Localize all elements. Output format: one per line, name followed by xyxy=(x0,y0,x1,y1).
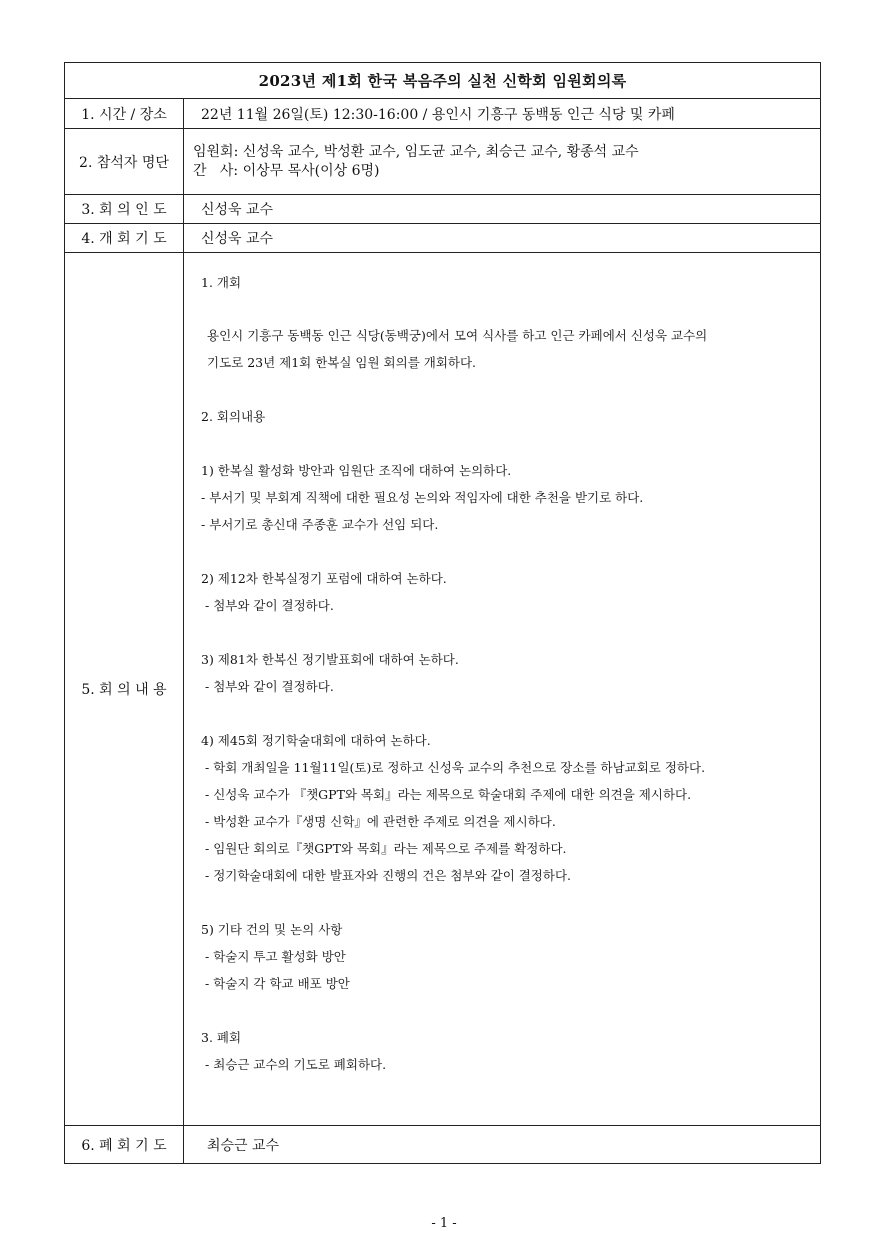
content-line: 3. 폐회 xyxy=(201,1030,242,1045)
value-attendees xyxy=(185,129,820,194)
minutes-table xyxy=(64,62,821,1164)
label-closing-prayer: 6. 폐 회 기 도 xyxy=(65,1126,184,1163)
value-guide: 신성욱 교수 xyxy=(201,202,274,218)
document-title: 2023년 제1회 한국 복음주의 실천 신학회 임원회의록 xyxy=(65,63,820,99)
content-line: 1. 개회 xyxy=(201,275,242,290)
content-line: - 첨부와 같이 결정하다. xyxy=(205,598,334,613)
attendees-officers: 임원회: 신성욱 교수, 박성환 교수, 임도균 교수, 최승근 교수, 황종석 교수 xyxy=(193,143,639,160)
label-attendees: 2. 참석자 명단 xyxy=(65,129,184,194)
content-line: - 신성욱 교수가 『챗GPT와 목회』라는 제목으로 학술대회 주제에 대한 의견을 제시하다. xyxy=(205,787,692,802)
value-closing-prayer: 최승근 교수 xyxy=(207,1137,280,1154)
content-line: - 부서기로 총신대 주종훈 교수가 선임 되다. xyxy=(201,517,439,532)
content-line: 용인시 기흥구 동백동 인근 식당(동백궁)에서 모여 식사를 하고 인근 카페에서 신성욱 교수의 xyxy=(207,328,708,343)
content-line: - 학술지 투고 활성화 방안 xyxy=(205,949,346,964)
value-opening-prayer: 신성욱 교수 xyxy=(201,231,274,247)
label-guide: 3. 회 의 인 도 xyxy=(65,195,184,223)
value-time-place: 22년 11월 26일(토) 12:30-16:00 / 용인시 기흥구 동백동 인근 식당 및 카페 xyxy=(201,106,675,123)
content-line: 4) 제45회 정기학술대회에 대하여 논하다. xyxy=(201,733,431,748)
row-attendees xyxy=(65,129,820,195)
attendees-secretary: 간 사: 이상무 목사(이상 6명) xyxy=(193,162,380,179)
content-line: - 부서기 및 부회계 직책에 대한 필요성 논의와 적임자에 대한 추천을 받기로 하다. xyxy=(201,490,644,505)
content-line: - 첨부와 같이 결정하다. xyxy=(205,679,334,694)
content-line: - 박성환 교수가『생명 신학』에 관련한 주제로 의견을 제시하다. xyxy=(205,814,556,829)
content-line: 2) 제12차 한복실정기 포럼에 대하여 논하다. xyxy=(201,571,447,586)
content-line: 기도로 23년 제1회 한복실 임원 회의를 개회하다. xyxy=(207,355,477,370)
row-time-place xyxy=(65,99,820,129)
content-line: 5) 기타 건의 및 논의 사항 xyxy=(201,922,343,937)
content-line: 1) 한복실 활성화 방안과 임원단 조직에 대하여 논의하다. xyxy=(201,463,512,478)
content-line: 3) 제81차 한복신 정기발표회에 대하여 논하다. xyxy=(201,652,459,667)
content-line: - 학회 개최일을 11월11일(토)로 정하고 신성욱 교수의 추천으로 장소를 하남교회로 정하다. xyxy=(205,760,706,775)
label-meeting-content: 5. 회 의 내 용 xyxy=(65,253,184,1125)
row-guide xyxy=(65,195,820,224)
row-closing-prayer xyxy=(65,1126,820,1163)
meeting-content-body xyxy=(185,253,820,1125)
label-opening-prayer: 4. 개 회 기 도 xyxy=(65,224,184,252)
content-line: - 정기학술대회에 대한 발표자와 진행의 건은 첨부와 같이 결정하다. xyxy=(205,868,572,883)
content-line: - 최승근 교수의 기도로 폐회하다. xyxy=(205,1057,387,1072)
row-opening-prayer xyxy=(65,224,820,253)
content-line: 2. 회의내용 xyxy=(201,409,266,424)
content-line: - 학술지 각 학교 배포 방안 xyxy=(205,976,350,991)
content-line: - 임원단 회의로『챗GPT와 목회』라는 제목으로 주제를 확정하다. xyxy=(205,841,567,856)
label-time-place: 1. 시간 / 장소 xyxy=(65,99,184,128)
page-number: - 1 - xyxy=(431,1216,457,1231)
row-meeting-content xyxy=(65,253,820,1126)
